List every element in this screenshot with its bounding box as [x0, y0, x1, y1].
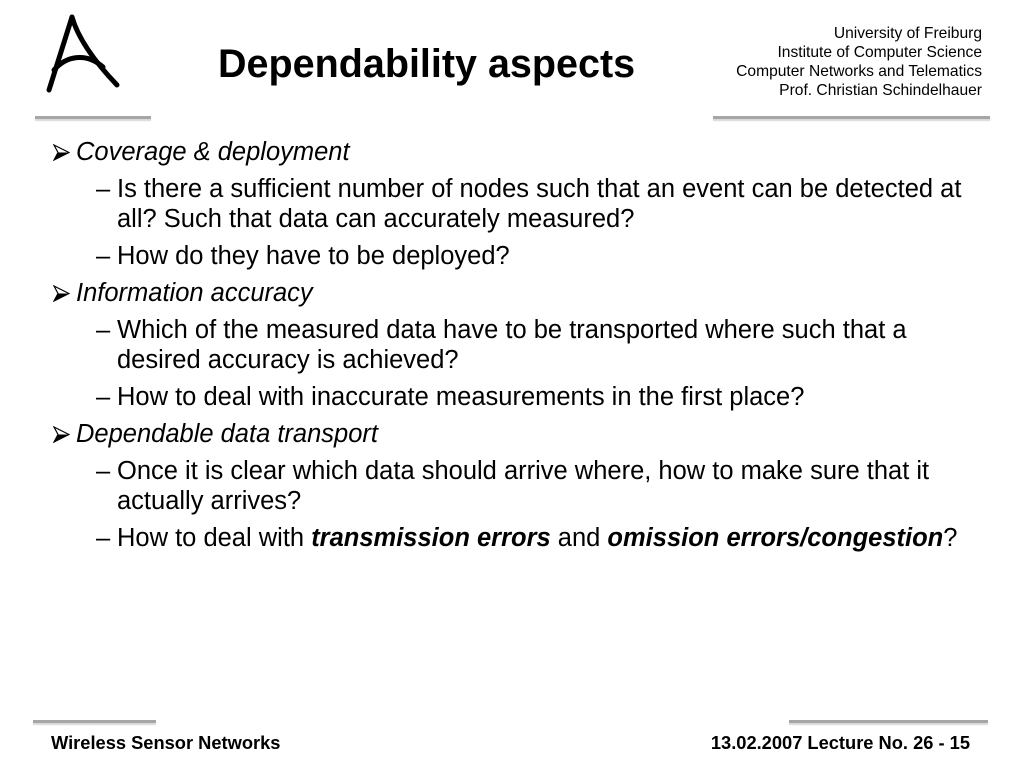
slide-title: Dependability aspects: [218, 42, 636, 86]
footer-rule-right: [789, 720, 988, 723]
university-logo-icon: [40, 10, 130, 100]
affiliation-university: University of Freiburg: [833, 25, 982, 42]
affiliation-group: Computer Networks and Telematics: [736, 63, 982, 80]
sub-item-line: Is there a sufficient number of nodes such that an event can be detected at: [117, 174, 962, 203]
affiliation-block: [736, 24, 982, 100]
sub-item-line: Once it is clear which data should arrive where, how to make sure that it: [117, 456, 930, 485]
section-heading-text: Dependable data transport: [76, 419, 378, 448]
emphasized-term: transmission errors: [311, 524, 551, 553]
sub-item-line: desired accuracy is achieved?: [117, 346, 459, 375]
sub-item-line: How to deal with inaccurate measurements in the first place?: [117, 383, 805, 412]
sub-item-line: [117, 523, 1024, 553]
header-rule-left: [35, 116, 151, 119]
sub-item-text: ?: [943, 524, 958, 553]
sub-item-text: How to deal with: [117, 524, 312, 553]
sub-item-line: actually arrives?: [117, 487, 302, 516]
slide-body: [0, 137, 1024, 553]
footer-date-lecture: 13.02.2007 Lecture No. 26 - 15: [710, 732, 970, 753]
sub-item-text: and: [550, 524, 608, 553]
sub-item-marker: –: [96, 456, 111, 485]
section-heading-text: Coverage & deployment: [76, 138, 350, 166]
sub-item-marker: –: [96, 315, 111, 344]
affiliation-professor: Prof. Christian Schindelhauer: [779, 82, 982, 99]
arrowhead-bullet-icon: [53, 426, 70, 443]
affiliation-institute: Institute of Computer Science: [777, 44, 982, 61]
sub-item-line: Which of the measured data have to be transported where such that a: [117, 315, 907, 344]
sub-item-marker: –: [96, 524, 111, 553]
emphasized-term: omission errors/congestion: [607, 524, 944, 553]
sub-item-marker: –: [96, 242, 111, 271]
sub-item: [0, 315, 1024, 376]
sub-item-line: all? Such that data can accurately measured?: [117, 205, 635, 234]
section-heading-text: Information accuracy: [76, 278, 313, 307]
section-heading: [0, 137, 1024, 167]
header-rule-right: [713, 116, 990, 119]
sub-item: [0, 523, 1024, 553]
footer-rule-left: [33, 720, 156, 723]
sub-item-marker: –: [96, 383, 111, 412]
sub-item: [0, 456, 1024, 517]
sub-item: [0, 241, 1024, 271]
arrowhead-bullet-icon: [53, 285, 70, 302]
section-heading: [0, 419, 1024, 449]
sub-item: [0, 382, 1024, 412]
sub-item-marker: –: [96, 174, 111, 203]
sub-item: [0, 174, 1024, 235]
footer-course-title: Wireless Sensor Networks: [51, 732, 281, 753]
arrowhead-bullet-icon: [53, 144, 70, 161]
sub-item-line: How do they have to be deployed?: [117, 242, 510, 271]
section-heading: [0, 278, 1024, 308]
